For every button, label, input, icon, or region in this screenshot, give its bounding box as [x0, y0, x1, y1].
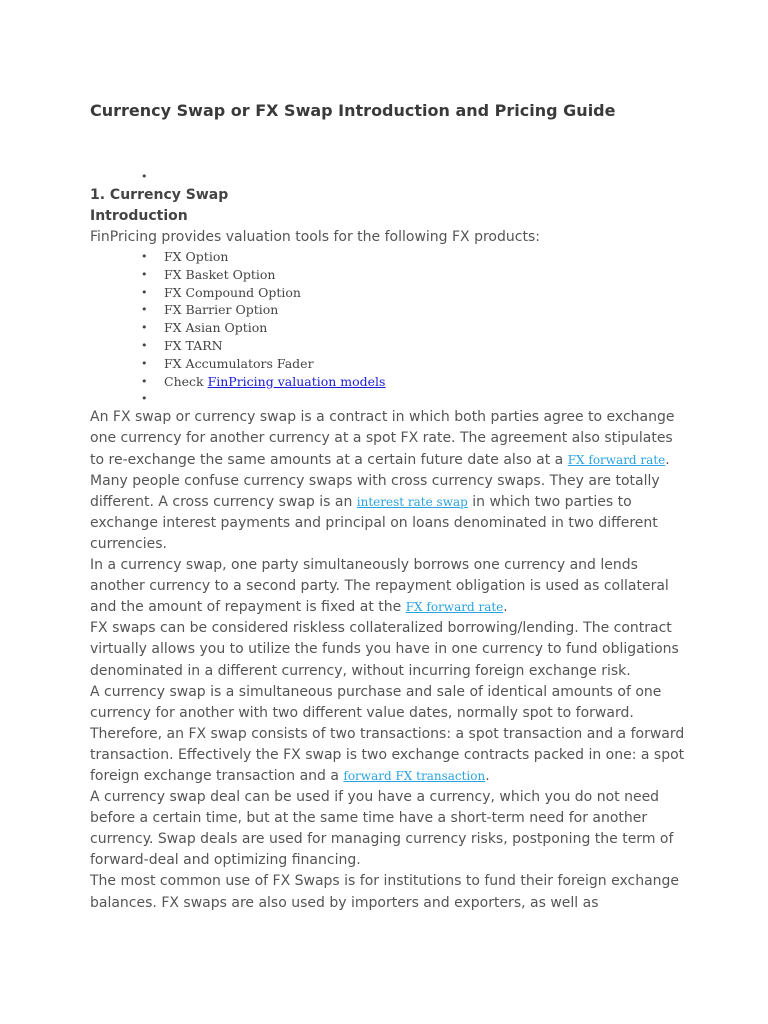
intro-text: FinPricing provides valuation tools for the following FX products:: [90, 229, 540, 245]
empty-bullet: [90, 168, 690, 185]
list-item: • FX Basket Option: [90, 266, 690, 284]
section-heading: 1. Currency Swap: [90, 187, 229, 203]
paragraph-cross-currency: [90, 471, 690, 555]
list-item: • FX Barrier Option: [90, 301, 690, 319]
forward-fx-transaction-link[interactable]: forward FX transaction: [343, 768, 486, 783]
paragraph-borrow-lend: [90, 555, 690, 618]
list-item: • FX Accumulators Fader: [90, 355, 690, 373]
paragraph-fx-swap-definition: [90, 407, 690, 470]
paragraph-text: in which two parties to exchange interest payments and principal on loans denominated in two different currencies.: [90, 493, 658, 552]
product-list: [90, 248, 690, 390]
list-item: • FX Asian Option: [90, 319, 690, 337]
list-item: • FX TARN: [90, 337, 690, 355]
sub-heading: Introduction: [90, 208, 188, 224]
paragraph-text: In a currency swap, one party simultaneously borrows one currency and lends another currency to a second party. The repayment obligation is used as collateral and the amount of repayment is fixed at the: [90, 557, 669, 616]
fx-forward-rate-link[interactable]: FX forward rate: [567, 452, 666, 467]
paragraph-text: Many people confuse currency swaps with cross currency swaps. They are totally different. A cross currency swap is an: [90, 472, 660, 510]
list-item-check: [90, 373, 690, 391]
finpricing-models-link[interactable]: FinPricing valuation models: [207, 373, 386, 389]
list-item: • FX Compound Option: [90, 284, 690, 302]
page-title: Currency Swap or FX Swap Introduction and Pricing Guide: [90, 101, 616, 120]
document-content: [90, 168, 690, 914]
check-prefix: Check: [164, 373, 208, 389]
empty-bullet: [90, 390, 690, 407]
paragraph-text: .: [665, 451, 670, 468]
paragraph-riskless: FX swaps can be considered riskless collateralized borrowing/lending. The contract virtually allows you to utilize the funds you have in one currency to fund obligations denominated in a different currency, without incurring foreign exchange risk.: [90, 620, 679, 679]
interest-rate-swap-link[interactable]: interest rate swap: [356, 494, 468, 509]
paragraph-text: An FX swap or currency swap is a contract in which both parties agree to exchange one currency for another currency at a spot FX rate. The agreement also stipulates to re-exchange the same amounts at a certain future date also at a: [90, 409, 675, 468]
paragraph-text: A currency swap is a simultaneous purchase and sale of identical amounts of one currency for another with two different value dates, normally spot to forward. Therefore, an FX swap consists of two transactions: a spot transaction and a forward transaction. Effectively the FX swap is two exchange contracts packed in one: a spot foreign exchange transaction and a: [90, 683, 685, 784]
paragraph-text: .: [503, 599, 508, 616]
fx-forward-rate-link[interactable]: FX forward rate: [405, 600, 504, 615]
list-item: • FX Option: [90, 248, 690, 266]
paragraph-common-use: The most common use of FX Swaps is for institutions to fund their foreign exchange balances. FX swaps are also used by importers and exporters, as well as: [90, 873, 680, 911]
paragraph-swap-deal-use: A currency swap deal can be used if you have a currency, which you do not need before a certain time, but at the same time have a short-term need for another currency. Swap deals are used for managing currency risks, postponing the term of forward-deal and optimizing financing.: [90, 789, 674, 869]
paragraph-simultaneous-purchase: [90, 682, 690, 787]
paragraph-text: .: [485, 767, 490, 784]
